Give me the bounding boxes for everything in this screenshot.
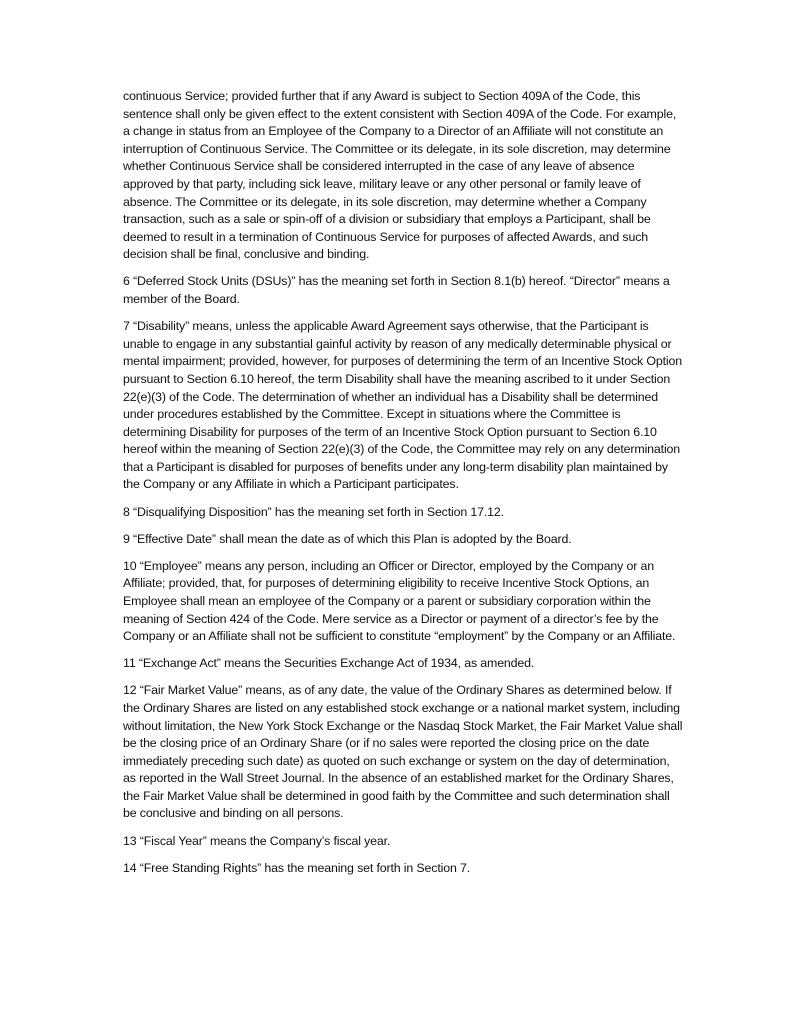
definition-fair-market-value: 12 “Fair Market Value” means, as of any date, the value of the Ordinary Shares as determined below. If the Ordinary Shares are listed on any established stock exchange or a national market system, including without limitation, the New York Stock Exchange or the Nasdaq Stock Market, the Fair Market Value shall be the closing price of an Ordinary Share (or if no sales were reported the closing price on the date immediately preceding such date) as quoted on such exchange or system on the day of determination, as reported in the Wall Street Journal. In the absence of an established market for the Ordinary Shares, the Fair Market Value shall be determined in good faith by the Committee and such determination shall be conclusive and binding on all persons. [123,683,683,821]
definition-exchange-act: 11 “Exchange Act” means the Securities Exchange Act of 1934, as amended. [123,656,535,671]
paragraph-continuous-service: continuous Service; provided further that if any Award is subject to Section 409A of the Code, this sentence shall only be given effect to the extent consistent with Section 409A of the Code. For example, a change in status from an Employee of the Company to a Director of an Affiliate will not constitute an interruption of Continuous Service. The Committee or its delegate, in its sole discretion, may determine whether Continuous Service shall be considered interrupted in the case of any leave of absence approved by that party, including sick leave, military leave or any other personal or family leave of absence. The Committee or its delegate, in its sole discretion, may determine whether a Company transaction, such as a sale or spin-off of a division or subsidiary that employs a Participant, shall be deemed to result in a termination of Continuous Service for purposes of affected Awards, and such decision shall be final, conclusive and binding. [123,89,677,262]
definition-disability: 7 “Disability” means, unless the applicable Award Agreement says otherwise, that the Participant is unable to engage in any substantial gainful activity by reason of any medically determinable physical or mental impairment; provided, however, for purposes of determining the term of an Incentive Stock Option pursuant to Section 6.10 hereof, the term Disability shall have the meaning ascribed to it under Section 22(e)(3) of the Code. The determination of whether an individual has a Disability shall be determined under procedures established by the Committee. Except in situations where the Committee is determining Disability for purposes of the term of an Incentive Stock Option pursuant to Section 6.10 hereof within the meaning of Section 22(e)(3) of the Code, the Committee may rely on any determination that a Participant is disabled for purposes of benefits under any long-term disability plan maintained by the Company or any Affiliate in which a Participant participates. [123,319,682,492]
definition-employee: 10 “Employee” means any person, including an Officer or Director, employed by the Company or an Affiliate; provided, that, for purposes of determining eligibility to receive Incentive Stock Options, an Employee shall mean an employee of the Company or a parent or subsidiary corporation within the meaning of Section 424 of the Code. Mere service as a Director or payment of a director’s fee by the Company or an Affiliate shall not be sufficient to constitute “employment” by the Company or an Affiliate. [123,558,676,644]
definition-free-standing-rights: 14 “Free Standing Rights” has the meaning set forth in Section 7. [123,860,471,875]
document-body [123,88,683,887]
definition-effective-date: 9 “Effective Date” shall mean the date as of which this Plan is adopted by the Board. [123,531,572,546]
definition-disqualifying-disposition: 8 “Disqualifying Disposition” has the meaning set forth in Section 17.12. [123,504,504,519]
definition-fiscal-year: 13 “Fiscal Year” means the Company’s fiscal year. [123,833,391,848]
definition-deferred-stock-units: 6 “Deferred Stock Units (DSUs)” has the meaning set forth in Section 8.1(b) hereof. “Director” means a member of the Board. [123,274,670,307]
